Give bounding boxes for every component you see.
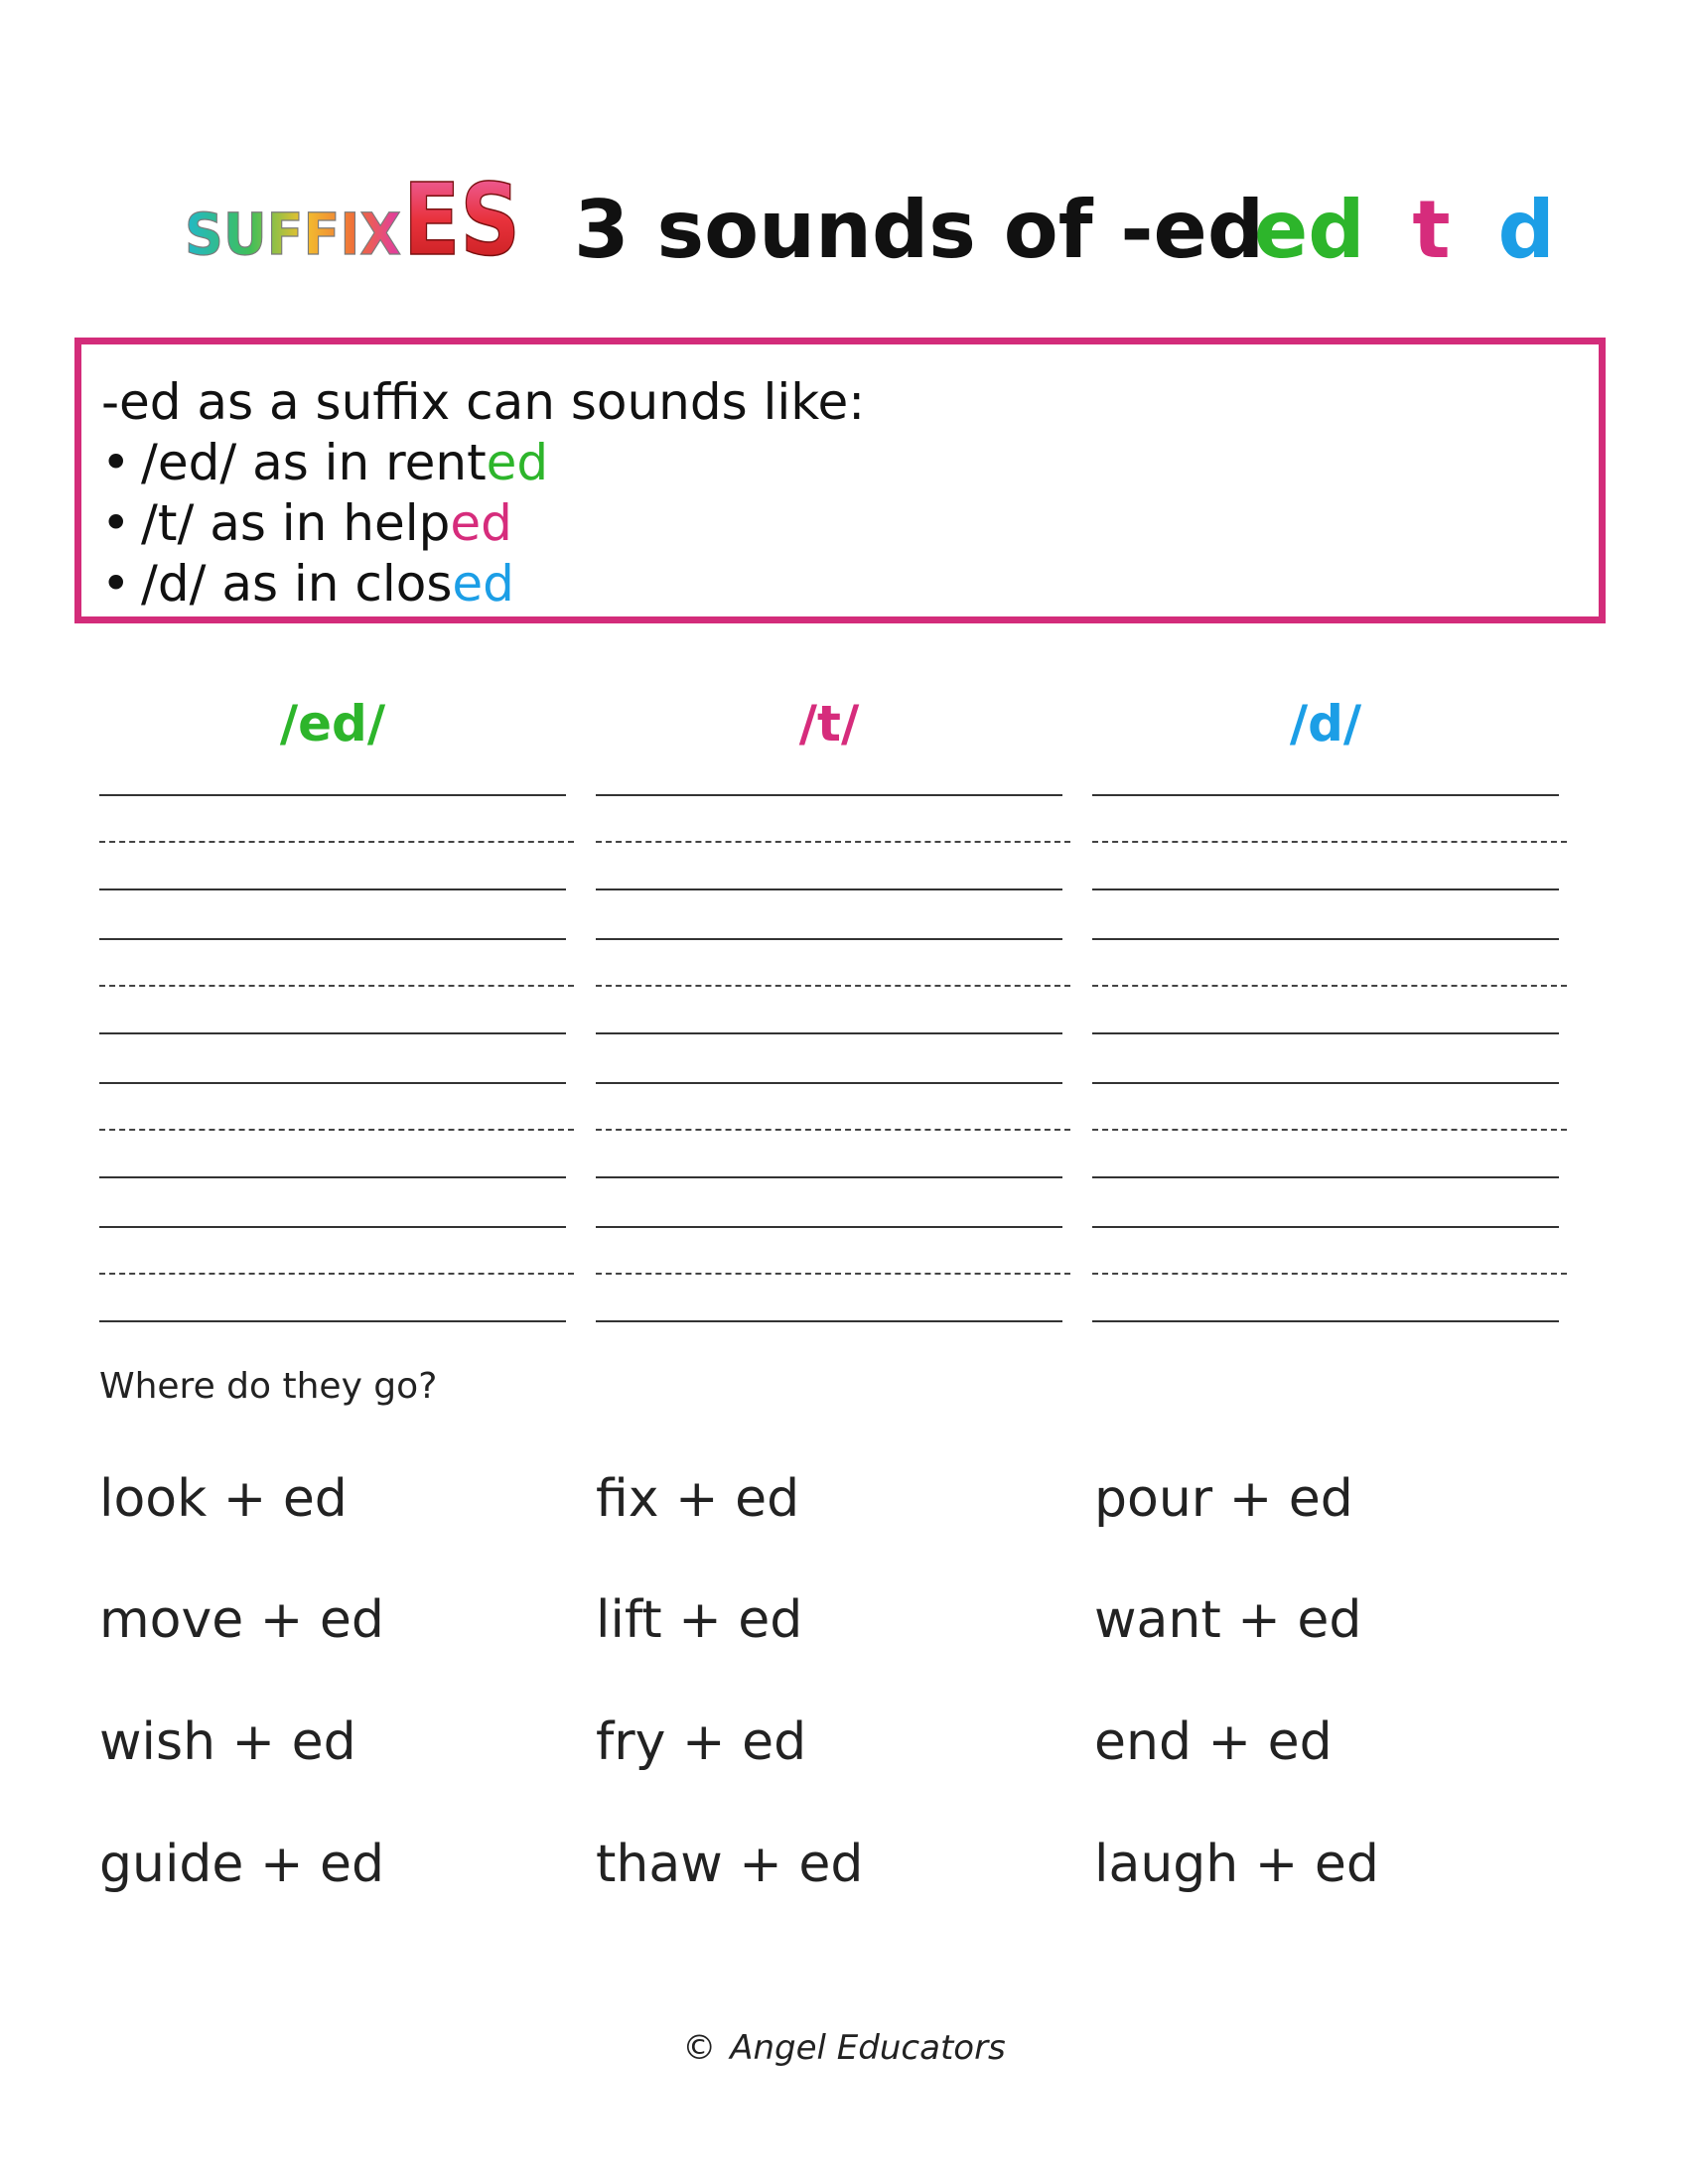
writing-line: [1092, 794, 1559, 796]
word-item: pour + ed: [1094, 1469, 1353, 1529]
rule-item-d: [101, 554, 1599, 614]
worksheet-header: [0, 149, 1688, 278]
column-heading-d: /d/: [1289, 695, 1362, 752]
sound-ed-label: ed: [1254, 184, 1365, 276]
dashed-guide-line: [596, 1273, 1070, 1275]
column-heading-ed: /ed/: [279, 695, 386, 752]
suffixes-logo: [183, 162, 525, 278]
writing-line: [596, 888, 1062, 890]
rule-sound: /d/ as in: [141, 555, 355, 613]
writing-line: [596, 1032, 1062, 1034]
rule-intro: -ed as a suffix can sounds like:: [101, 373, 866, 431]
writing-line: [596, 794, 1062, 796]
svg-text:SUFFIX: SUFFIX: [185, 201, 401, 268]
rule-sound: /t/ as in: [141, 494, 344, 552]
writing-line: [99, 938, 566, 940]
bullet: •: [101, 434, 131, 491]
column-heading-t: /t/: [798, 695, 860, 752]
sort-prompt: Where do they go?: [99, 1366, 438, 1407]
word-item: wish + ed: [99, 1712, 356, 1772]
rule-item-ed: [101, 433, 1599, 493]
copyright-footer: [0, 2028, 1688, 2068]
writing-line: [596, 1320, 1062, 1322]
dashed-guide-line: [99, 1273, 574, 1275]
writing-line: [1092, 1226, 1559, 1228]
writing-line: [1092, 888, 1559, 890]
svg-text:ES: ES: [403, 162, 520, 278]
dashed-guide-line: [596, 1129, 1070, 1131]
word-item: look + ed: [99, 1469, 348, 1529]
word-item: lift + ed: [596, 1590, 803, 1650]
word-item: want + ed: [1094, 1590, 1362, 1650]
rule-box: [74, 338, 1606, 623]
writing-line: [1092, 938, 1559, 940]
sound-legend: [1254, 184, 1555, 276]
dashed-guide-line: [99, 841, 574, 843]
writing-line: [596, 1226, 1062, 1228]
writing-line: [99, 1032, 566, 1034]
dashed-guide-line: [1092, 985, 1567, 987]
dashed-guide-line: [596, 985, 1070, 987]
writing-line: [99, 1226, 566, 1228]
writing-line: [1092, 1176, 1559, 1178]
rule-item-t: [101, 493, 1599, 554]
word-item: laugh + ed: [1094, 1835, 1379, 1894]
rule-stem: help: [343, 494, 451, 552]
rule-stem: rent: [385, 434, 487, 491]
dashed-guide-line: [1092, 841, 1567, 843]
dashed-guide-line: [99, 985, 574, 987]
bullet: •: [101, 555, 131, 613]
dashed-guide-line: [596, 841, 1070, 843]
rule-suffix: ed: [486, 434, 549, 491]
word-item: fix + ed: [596, 1469, 800, 1529]
dashed-guide-line: [1092, 1129, 1567, 1131]
word-item: thaw + ed: [596, 1835, 864, 1894]
word-item: guide + ed: [99, 1835, 385, 1894]
writing-line: [596, 1176, 1062, 1178]
sound-d-label: d: [1497, 184, 1555, 276]
sound-t-label: t: [1412, 184, 1451, 276]
word-item: fry + ed: [596, 1712, 807, 1772]
word-item: end + ed: [1094, 1712, 1333, 1772]
copyright-icon: ©: [682, 2028, 717, 2068]
writing-line: [1092, 1082, 1559, 1084]
dashed-guide-line: [1092, 1273, 1567, 1275]
rule-sound: /ed/ as in: [141, 434, 386, 491]
footer-text: Angel Educators: [730, 2028, 1006, 2068]
writing-line: [99, 1176, 566, 1178]
writing-line: [99, 888, 566, 890]
writing-line: [1092, 1320, 1559, 1322]
writing-line: [99, 1320, 566, 1322]
writing-line: [99, 1082, 566, 1084]
word-item: move + ed: [99, 1590, 384, 1650]
rule-stem: clos: [354, 555, 453, 613]
dashed-guide-line: [99, 1129, 574, 1131]
bullet: •: [101, 494, 131, 552]
page-title: 3 sounds of -ed: [574, 184, 1265, 276]
writing-line: [1092, 1032, 1559, 1034]
writing-line: [596, 1082, 1062, 1084]
writing-line: [99, 794, 566, 796]
rule-suffix: ed: [450, 494, 512, 552]
writing-line: [596, 938, 1062, 940]
rule-suffix: ed: [452, 555, 514, 613]
